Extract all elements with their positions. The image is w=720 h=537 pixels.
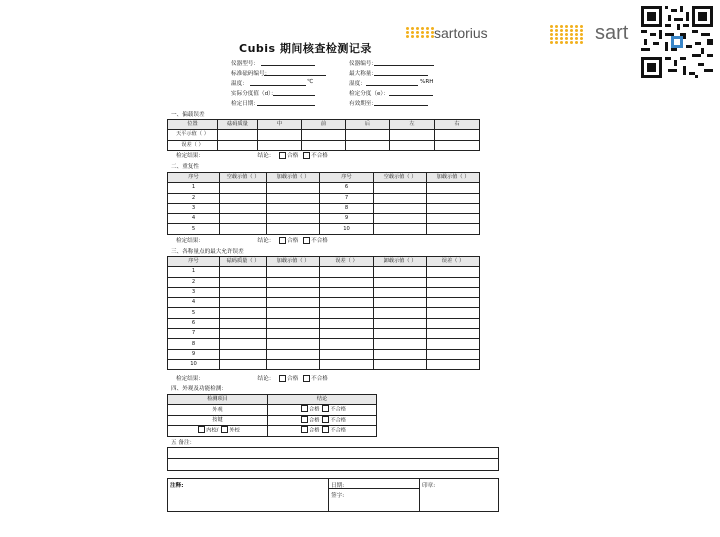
table-row <box>168 426 377 437</box>
input-cell[interactable] <box>302 140 346 150</box>
input-cell[interactable] <box>435 140 480 150</box>
row-number: 10 <box>320 224 374 234</box>
table-row <box>168 298 480 308</box>
row-number: 5 <box>168 224 220 234</box>
field-weight-no[interactable] <box>264 75 326 76</box>
table-row <box>168 415 377 426</box>
input-cell[interactable] <box>427 277 480 287</box>
table-row <box>168 183 480 193</box>
input-cell[interactable] <box>435 130 480 140</box>
field-actual-div[interactable] <box>273 95 315 96</box>
conclusion-cell <box>268 405 377 416</box>
seal-label: 印章: <box>422 483 436 489</box>
header-cell: 位置 <box>168 120 218 130</box>
input-cell[interactable] <box>267 193 320 203</box>
input-cell[interactable] <box>427 267 480 277</box>
input-cell[interactable] <box>374 339 427 349</box>
humidity-unit: %RH <box>420 79 434 85</box>
label-model: 仪器型号： <box>231 61 259 67</box>
input-cell[interactable] <box>374 329 427 339</box>
row-number: 7 <box>320 193 374 203</box>
input-cell[interactable] <box>427 224 480 234</box>
input-cell[interactable] <box>427 193 480 203</box>
table-row <box>168 339 480 349</box>
pass-label: 合格 <box>309 406 320 413</box>
row-number: 6 <box>168 318 220 328</box>
item-label-calibration: 内校/ 外校 <box>168 426 268 437</box>
table-row <box>168 359 480 369</box>
input-cell[interactable] <box>374 224 427 234</box>
input-cell[interactable] <box>427 359 480 369</box>
field-check-date[interactable] <box>257 105 315 106</box>
label-actual-div: 实际分度值（d）： <box>231 91 277 97</box>
internal-cal-label: 内校 <box>206 427 217 434</box>
table-row <box>168 277 480 287</box>
input-cell[interactable] <box>267 329 320 339</box>
header-cell: 序号 <box>168 257 220 267</box>
input-cell[interactable] <box>320 287 374 297</box>
row-label: 天平示值（ ） <box>168 130 218 140</box>
input-cell[interactable] <box>220 298 267 308</box>
header-cell: 空载示值（ ） <box>220 173 267 183</box>
row-number: 2 <box>168 277 220 287</box>
table-row <box>168 329 480 339</box>
input-cell[interactable] <box>374 287 427 297</box>
pass-checkbox[interactable] <box>279 152 286 159</box>
header-cell: 加载示值（ ） <box>427 173 480 183</box>
label-weight-no: 标准砝码编号： <box>231 71 271 77</box>
input-cell[interactable] <box>427 183 480 193</box>
fail-label: 不合格 <box>311 238 328 244</box>
input-cell[interactable] <box>427 287 480 297</box>
input-cell[interactable] <box>427 349 480 359</box>
label-max-cap: 最大称量： <box>349 71 377 77</box>
input-cell[interactable] <box>374 349 427 359</box>
conclusion-label: 结论： <box>257 153 275 159</box>
input-cell[interactable] <box>346 140 390 150</box>
field-humidity[interactable] <box>366 85 418 86</box>
section3-result-row <box>176 374 328 383</box>
input-cell[interactable] <box>320 298 374 308</box>
note-label: 注释: <box>170 483 184 489</box>
input-cell[interactable] <box>320 349 374 359</box>
table-row <box>168 193 480 203</box>
fail-checkbox[interactable] <box>303 152 310 159</box>
field-model[interactable] <box>261 65 315 66</box>
input-cell[interactable] <box>267 349 320 359</box>
sartorius-logo-dots-2 <box>550 25 584 44</box>
row-number: 4 <box>168 298 220 308</box>
fail-label: 不合格 <box>311 376 328 382</box>
row-number: 7 <box>168 329 220 339</box>
input-cell[interactable] <box>220 277 267 287</box>
header-cell: 序号 <box>168 173 220 183</box>
input-cell[interactable] <box>218 140 258 150</box>
input-cell[interactable] <box>427 214 480 224</box>
input-cell[interactable] <box>220 183 267 193</box>
header-cell: 中 <box>258 120 302 130</box>
conclusion-label: 结论： <box>257 376 275 382</box>
input-cell[interactable] <box>267 203 320 213</box>
table-header-row <box>168 120 480 130</box>
input-cell[interactable] <box>374 203 427 213</box>
input-cell[interactable] <box>267 298 320 308</box>
qr-code-image <box>641 6 713 78</box>
remarks-box[interactable] <box>167 447 499 471</box>
input-cell[interactable] <box>220 193 267 203</box>
header-cell: 后 <box>346 120 390 130</box>
item-label: 按键 <box>168 415 268 426</box>
input-cell[interactable] <box>390 140 435 150</box>
input-cell[interactable] <box>346 130 390 140</box>
table-row <box>168 287 480 297</box>
header-cell: 空载示值（ ） <box>374 173 427 183</box>
pass-label: 合格 <box>309 417 320 424</box>
max-permissible-error-table <box>167 256 480 370</box>
sartorius-logo-dots-1 <box>406 27 435 38</box>
result-label: 检定结果： <box>176 153 204 159</box>
input-cell[interactable] <box>220 224 267 234</box>
input-cell[interactable] <box>427 329 480 339</box>
label-valid: 有效期至： <box>349 101 377 107</box>
external-cal-label: 外校 <box>229 427 240 434</box>
temp-unit: ℃ <box>307 79 314 85</box>
header-cell: 检测项目 <box>168 395 268 405</box>
label-verif-div: 检定分度（e）： <box>349 91 389 97</box>
input-cell[interactable] <box>220 349 267 359</box>
input-cell[interactable] <box>390 130 435 140</box>
table-row <box>168 267 480 277</box>
input-cell[interactable] <box>374 214 427 224</box>
fail-checkbox[interactable] <box>322 426 329 433</box>
input-cell[interactable] <box>374 267 427 277</box>
fail-checkbox[interactable] <box>322 416 329 423</box>
table-row <box>168 203 480 213</box>
row-number: 1 <box>168 183 220 193</box>
input-cell[interactable] <box>374 183 427 193</box>
header-cell: 砝码质量（ ） <box>220 257 267 267</box>
table-row <box>168 405 377 416</box>
header-cell: 加载示值（ ） <box>267 173 320 183</box>
pass-label: 合格 <box>287 238 299 244</box>
input-cell[interactable] <box>267 287 320 297</box>
table-row <box>168 214 480 224</box>
pass-checkbox[interactable] <box>301 426 308 433</box>
external-cal-checkbox[interactable] <box>221 426 228 433</box>
header-cell: 误差（ ） <box>427 257 480 267</box>
table-header-row <box>168 395 377 405</box>
pass-label: 合格 <box>287 153 299 159</box>
fail-label: 不合格 <box>330 427 346 434</box>
input-cell[interactable] <box>374 359 427 369</box>
section1-result-row <box>176 151 328 160</box>
input-cell[interactable] <box>320 329 374 339</box>
row-number: 9 <box>320 214 374 224</box>
input-cell[interactable] <box>220 267 267 277</box>
input-cell[interactable] <box>320 359 374 369</box>
row-number: 3 <box>168 287 220 297</box>
input-cell[interactable] <box>267 214 320 224</box>
row-number: 8 <box>168 339 220 349</box>
input-cell[interactable] <box>220 287 267 297</box>
section2-title: 二、重复性 <box>171 164 199 170</box>
input-cell[interactable] <box>267 318 320 328</box>
input-cell[interactable] <box>320 267 374 277</box>
table-row <box>168 224 480 234</box>
field-max-cap[interactable] <box>374 75 428 76</box>
input-cell[interactable] <box>320 308 374 318</box>
section1-title: 一、偏载误差 <box>171 112 205 118</box>
table-row <box>168 130 480 140</box>
input-cell[interactable] <box>427 339 480 349</box>
input-cell[interactable] <box>220 203 267 213</box>
repeatability-table <box>167 172 480 235</box>
input-cell[interactable] <box>220 339 267 349</box>
sartorius-logo-text-cropped: sart <box>595 22 629 44</box>
row-number: 8 <box>320 203 374 213</box>
input-cell[interactable] <box>302 130 346 140</box>
input-cell[interactable] <box>220 214 267 224</box>
table-row <box>168 140 480 150</box>
header-cell: 右 <box>435 120 480 130</box>
row-number: 3 <box>168 203 220 213</box>
header-cell: 前 <box>302 120 346 130</box>
input-cell[interactable] <box>374 298 427 308</box>
label-inst-no: 仪器编号： <box>349 61 377 67</box>
header-cell: 卸载示值（ ） <box>374 257 427 267</box>
fail-label: 不合格 <box>330 406 346 413</box>
result-label: 检定结果： <box>176 376 204 382</box>
input-cell[interactable] <box>220 318 267 328</box>
remarks-divider <box>167 458 498 459</box>
sartorius-logo-text: sartorius <box>434 25 488 41</box>
table-row <box>168 318 480 328</box>
row-number: 9 <box>168 349 220 359</box>
appearance-function-table <box>167 394 377 437</box>
result-label: 检定结果： <box>176 238 204 244</box>
input-cell[interactable] <box>267 308 320 318</box>
row-number: 10 <box>168 359 220 369</box>
input-cell[interactable] <box>220 308 267 318</box>
pass-checkbox[interactable] <box>279 237 286 244</box>
input-cell[interactable] <box>320 277 374 287</box>
header-cell: 加载示值（ ） <box>267 257 320 267</box>
input-cell[interactable] <box>218 130 258 140</box>
pass-label: 合格 <box>287 376 299 382</box>
fail-checkbox[interactable] <box>303 375 310 382</box>
header-cell: 砝码质量 <box>218 120 258 130</box>
fail-label: 不合格 <box>311 153 328 159</box>
header-cell: 左 <box>390 120 435 130</box>
input-cell[interactable] <box>374 308 427 318</box>
field-temp[interactable] <box>250 85 306 86</box>
fail-checkbox[interactable] <box>322 405 329 412</box>
signoff-divider-1 <box>328 478 329 511</box>
fail-label: 不合格 <box>330 417 346 424</box>
input-cell[interactable] <box>427 298 480 308</box>
header-cell: 序号 <box>320 173 374 183</box>
label-check-date: 检定日期： <box>231 101 259 107</box>
internal-cal-checkbox[interactable] <box>198 426 205 433</box>
input-cell[interactable] <box>320 318 374 328</box>
input-cell[interactable] <box>220 329 267 339</box>
label-humidity: 湿度： <box>349 81 366 87</box>
row-number: 2 <box>168 193 220 203</box>
date-label: 日期: <box>331 483 345 489</box>
label-temp: 温度： <box>231 81 248 87</box>
input-cell[interactable] <box>374 318 427 328</box>
table-row <box>168 308 480 318</box>
row-number: 5 <box>168 308 220 318</box>
sign-label: 签字: <box>331 493 345 499</box>
field-valid[interactable] <box>374 105 428 106</box>
page-title: Cubis 期间核查检测记录 <box>239 42 372 55</box>
input-cell[interactable] <box>267 277 320 287</box>
field-inst-no[interactable] <box>374 65 434 66</box>
input-cell[interactable] <box>427 308 480 318</box>
input-cell[interactable] <box>320 339 374 349</box>
input-cell[interactable] <box>427 318 480 328</box>
input-cell[interactable] <box>374 277 427 287</box>
field-verif-div[interactable] <box>389 95 433 96</box>
input-cell[interactable] <box>267 339 320 349</box>
header-cell: 结论 <box>268 395 377 405</box>
input-cell[interactable] <box>374 193 427 203</box>
row-number: 4 <box>168 214 220 224</box>
row-number: 6 <box>320 183 374 193</box>
conclusion-cell <box>268 426 377 437</box>
conclusion-label: 结论： <box>257 238 275 244</box>
input-cell[interactable] <box>267 359 320 369</box>
input-cell[interactable] <box>267 267 320 277</box>
section4-title: 四、外观及功能检测： <box>171 386 227 392</box>
row-label: 误差（ ） <box>168 140 218 150</box>
input-cell[interactable] <box>220 359 267 369</box>
item-label: 外观 <box>168 405 268 416</box>
table-row <box>168 349 480 359</box>
pass-checkbox[interactable] <box>301 416 308 423</box>
signoff-divider-2 <box>419 478 420 511</box>
section3-title: 三、各称量点的最大允许误差 <box>171 249 244 255</box>
fail-checkbox[interactable] <box>303 237 310 244</box>
eccentric-error-table <box>167 119 480 151</box>
section5-title: 五 备注： <box>171 440 196 446</box>
section2-result-row <box>176 236 328 245</box>
input-cell[interactable] <box>427 203 480 213</box>
conclusion-cell <box>268 415 377 426</box>
table-header-row <box>168 173 480 183</box>
pass-checkbox[interactable] <box>279 375 286 382</box>
input-cell[interactable] <box>267 183 320 193</box>
input-cell[interactable] <box>258 130 302 140</box>
pass-checkbox[interactable] <box>301 405 308 412</box>
input-cell[interactable] <box>267 224 320 234</box>
input-cell[interactable] <box>258 140 302 150</box>
table-header-row <box>168 257 480 267</box>
row-number: 1 <box>168 267 220 277</box>
pass-label: 合格 <box>309 427 320 434</box>
header-cell: 误差（ ） <box>320 257 374 267</box>
